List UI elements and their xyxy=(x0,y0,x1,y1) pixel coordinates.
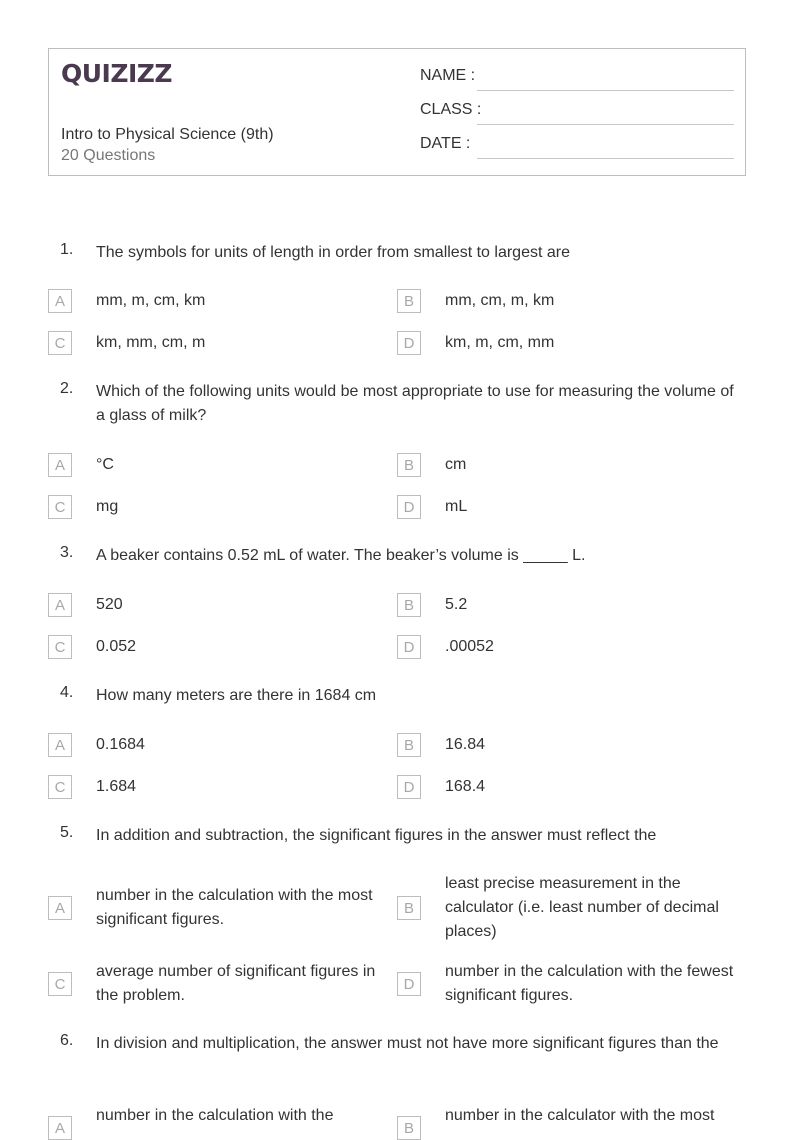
option-text: °C xyxy=(96,456,114,473)
option-letter-box[interactable]: C xyxy=(48,331,72,355)
question-number: 1. xyxy=(60,241,74,258)
option-letter-box[interactable]: C xyxy=(48,635,72,659)
name-line[interactable] xyxy=(477,90,734,91)
question-text: How many meters are there in 1684 cm xyxy=(96,687,377,704)
question-text: The symbols for units of length in order from smallest to largest are xyxy=(96,244,570,261)
option-letter-box[interactable]: C xyxy=(48,495,72,519)
option-text: average number of significant figures in the problem. xyxy=(96,963,376,1004)
question-text: Which of the following units would be most appropriate to use for measuring the volume of a glass of milk? xyxy=(96,383,734,424)
quizizz-logo: QUIZIZZ xyxy=(61,59,173,88)
option-letter-box[interactable]: A xyxy=(48,593,72,617)
option-letter-box[interactable]: B xyxy=(397,593,421,617)
option-letter-box[interactable]: D xyxy=(397,775,421,799)
option-letter-box[interactable]: A xyxy=(48,453,72,477)
option-letter-box[interactable]: C xyxy=(48,775,72,799)
option-text: number in the calculator with the most xyxy=(445,1107,715,1124)
question-count: 20 Questions xyxy=(61,147,156,164)
option-letter-box[interactable]: A xyxy=(48,289,72,313)
option-letter-box[interactable]: A xyxy=(48,1116,72,1140)
option-letter-box[interactable]: D xyxy=(397,972,421,996)
name-field[interactable] xyxy=(420,67,734,91)
option-letter-box[interactable]: D xyxy=(397,635,421,659)
option-text: mg xyxy=(96,498,119,515)
question-number: 6. xyxy=(60,1032,74,1049)
option-text: 5.2 xyxy=(445,596,468,613)
option-text: 1.684 xyxy=(96,778,137,795)
option-letter-box[interactable]: A xyxy=(48,896,72,920)
option-text: least precise measurement in the calculator (i.e. least number of decimal places) xyxy=(445,875,719,940)
option-text: number in the calculation with the most significant figures. xyxy=(96,887,373,928)
option-letter-box[interactable]: B xyxy=(397,733,421,757)
option-text: mm, cm, m, km xyxy=(445,292,555,309)
question-number: 5. xyxy=(60,824,74,841)
question-number: 3. xyxy=(60,544,74,561)
question-text: A beaker contains 0.52 mL of water. The beaker’s volume is _____ L. xyxy=(96,547,586,564)
worksheet-header xyxy=(48,48,746,176)
option-letter-box[interactable]: D xyxy=(397,495,421,519)
option-text: 16.84 xyxy=(445,736,486,753)
date-label: DATE : xyxy=(420,135,471,152)
option-letter-box[interactable]: B xyxy=(397,1116,421,1140)
question-text: In addition and subtraction, the significant figures in the answer must reflect the xyxy=(96,827,657,844)
option-letter-box[interactable]: B xyxy=(397,896,421,920)
class-line[interactable] xyxy=(477,124,734,125)
option-text: km, m, cm, mm xyxy=(445,334,555,351)
question-text: In division and multiplication, the answer must not have more significant figures than the xyxy=(96,1035,719,1052)
option-text: .00052 xyxy=(445,638,494,655)
option-letter-box[interactable]: A xyxy=(48,733,72,757)
worksheet-title: Intro to Physical Science (9th) xyxy=(61,126,274,143)
option-letter-box[interactable]: B xyxy=(397,453,421,477)
class-label: CLASS : xyxy=(420,101,482,118)
option-text: 168.4 xyxy=(445,778,486,795)
option-text: mL xyxy=(445,498,468,515)
option-text: km, mm, cm, m xyxy=(96,334,206,351)
option-text: number in the calculation with the xyxy=(96,1107,334,1124)
question-number: 4. xyxy=(60,684,74,701)
option-text: number in the calculation with the fewest significant figures. xyxy=(445,963,734,1004)
option-letter-box[interactable]: C xyxy=(48,972,72,996)
option-letter-box[interactable]: D xyxy=(397,331,421,355)
option-text: mm, m, cm, km xyxy=(96,292,206,309)
option-text: cm xyxy=(445,456,467,473)
option-letter-box[interactable]: B xyxy=(397,289,421,313)
name-label: NAME : xyxy=(420,67,476,84)
option-text: 0.1684 xyxy=(96,736,145,753)
option-text: 520 xyxy=(96,596,123,613)
class-field[interactable] xyxy=(420,101,734,125)
date-field[interactable] xyxy=(420,135,734,159)
question-number: 2. xyxy=(60,380,74,397)
option-text: 0.052 xyxy=(96,638,137,655)
date-line[interactable] xyxy=(477,158,734,159)
